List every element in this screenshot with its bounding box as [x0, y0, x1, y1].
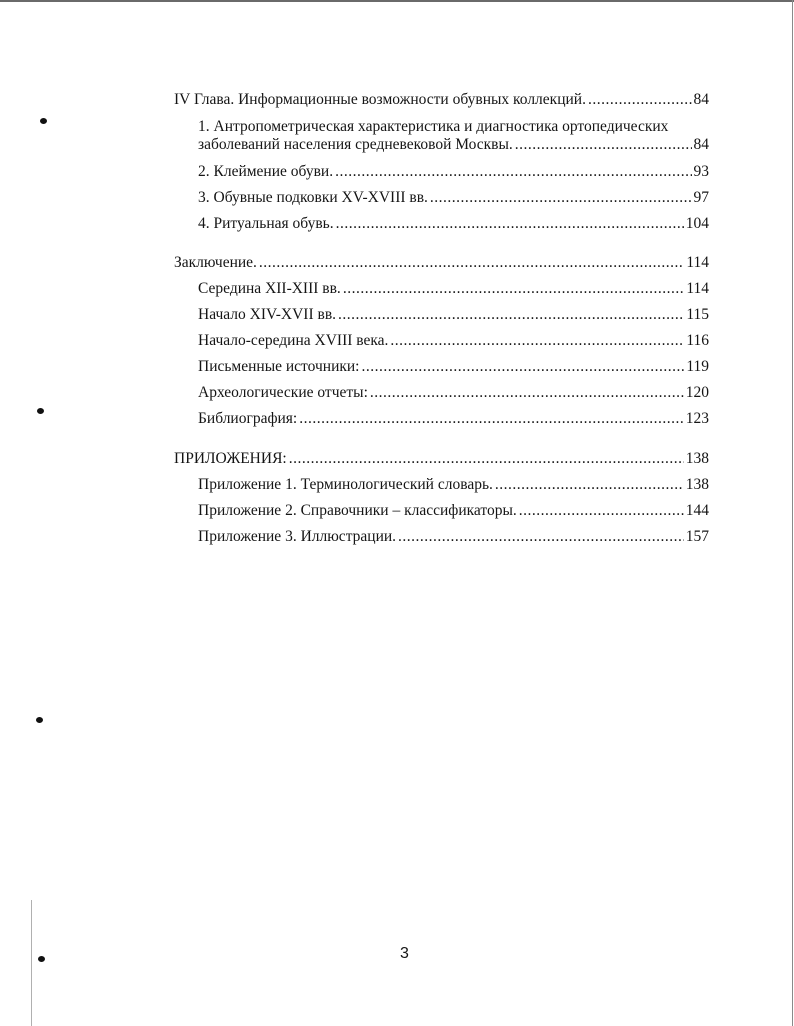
- dot-leader: [515, 136, 692, 154]
- toc-entry-page: 157: [685, 528, 709, 545]
- toc-entry-appendix-1[interactable]: [198, 476, 709, 494]
- toc-entry-page: 114: [686, 254, 709, 271]
- dot-leader: [343, 280, 685, 298]
- toc-entry-appendix-2[interactable]: [198, 502, 709, 520]
- toc-entry-page: 97: [693, 189, 709, 206]
- toc-entry-page: 144: [685, 502, 709, 519]
- binding-hole-mark: [38, 956, 45, 962]
- binding-hole-mark: [40, 118, 47, 124]
- toc-entry-anthropometric[interactable]: [198, 118, 709, 154]
- toc-entry-page: 93: [693, 163, 709, 180]
- dot-leader: [370, 384, 684, 402]
- dot-leader: [398, 528, 684, 546]
- toc-entry-title: Начало-середина XVIII века.: [198, 332, 389, 349]
- dot-leader: [362, 358, 685, 376]
- toc-entry-page: 84: [693, 91, 709, 108]
- toc-entry-chapter-iv[interactable]: [174, 91, 709, 109]
- toc-entry-archaeological-reports[interactable]: [198, 384, 709, 402]
- toc-entry-title: Приложение 3. Иллюстрации.: [198, 528, 397, 545]
- toc-entry-title: 3. Обувные подковки XV-XVIII вв.: [198, 189, 428, 206]
- toc-entry-title: Приложение 2. Справочники – классификаторы.: [198, 502, 517, 519]
- scan-top-edge: [0, 0, 794, 2]
- toc-entry-page: 115: [686, 306, 709, 323]
- toc-entry-conclusion[interactable]: [174, 254, 709, 272]
- dot-leader: [336, 215, 684, 233]
- toc-entry-mid-xii-xiii[interactable]: [198, 280, 709, 298]
- toc-entry-page: 104: [685, 215, 709, 232]
- toc-entry-title: IV Глава. Информационные возможности обувных коллекций.: [174, 91, 586, 108]
- toc-entry-early-mid-xviii[interactable]: [198, 332, 709, 350]
- dot-leader: [259, 254, 684, 272]
- toc-entry-title-line2: заболеваний населения средневековой Москвы.: [198, 136, 513, 153]
- scan-right-edge: [792, 0, 793, 1026]
- toc-entry-bibliography[interactable]: [198, 410, 709, 428]
- page-number: 3: [400, 945, 409, 962]
- toc-entry-title: 2. Клеймение обуви.: [198, 163, 334, 180]
- dot-leader: [299, 410, 684, 428]
- dot-leader: [335, 163, 691, 181]
- toc-entry-written-sources[interactable]: [198, 358, 709, 376]
- toc-entry-page: 123: [685, 410, 709, 427]
- toc-entry-horseshoes[interactable]: [198, 189, 709, 207]
- toc-entry-title: 4. Ритуальная обувь.: [198, 215, 334, 232]
- binding-hole-mark: [37, 408, 44, 414]
- toc-entry-page: 138: [685, 450, 709, 467]
- toc-entry-page: 116: [686, 332, 709, 349]
- toc-entry-appendices[interactable]: [174, 450, 709, 468]
- toc-entry-title-line1: 1. Антропометрическая характеристика и диагностика ортопедических: [198, 118, 669, 135]
- toc-entry-shoe-marking[interactable]: [198, 163, 709, 181]
- toc-entry-title: Археологические отчеты:: [198, 384, 368, 401]
- toc-entry-appendix-3[interactable]: [198, 528, 709, 546]
- toc-entry-page: 120: [685, 384, 709, 401]
- toc-entry-ritual-shoes[interactable]: [198, 215, 709, 233]
- dot-leader: [430, 189, 692, 207]
- dot-leader: [588, 91, 692, 109]
- toc-entry-title: Середина XII-XIII вв.: [198, 280, 341, 297]
- dot-leader: [338, 306, 684, 324]
- scan-left-edge: [31, 900, 32, 1026]
- toc-entry-title: Начало XIV-XVII вв.: [198, 306, 337, 323]
- toc-entry-page: 114: [686, 280, 709, 297]
- toc-entry-page: 119: [686, 358, 709, 375]
- toc-entry-title: Библиография:: [198, 410, 298, 427]
- toc-entry-title: Приложение 1. Терминологический словарь.: [198, 476, 493, 493]
- toc-entry-early-xiv-xvii[interactable]: [198, 306, 709, 324]
- dot-leader: [390, 332, 684, 350]
- dot-leader: [519, 502, 684, 520]
- binding-hole-mark: [36, 717, 43, 723]
- toc-entry-page: 138: [685, 476, 709, 493]
- toc-entry-title: Письменные источники:: [198, 358, 360, 375]
- dot-leader: [289, 450, 684, 468]
- dot-leader: [495, 476, 684, 494]
- toc-entry-title: ПРИЛОЖЕНИЯ:: [174, 450, 287, 467]
- toc-entry-title: Заключение.: [174, 254, 257, 271]
- toc-entry-page: 84: [693, 136, 709, 153]
